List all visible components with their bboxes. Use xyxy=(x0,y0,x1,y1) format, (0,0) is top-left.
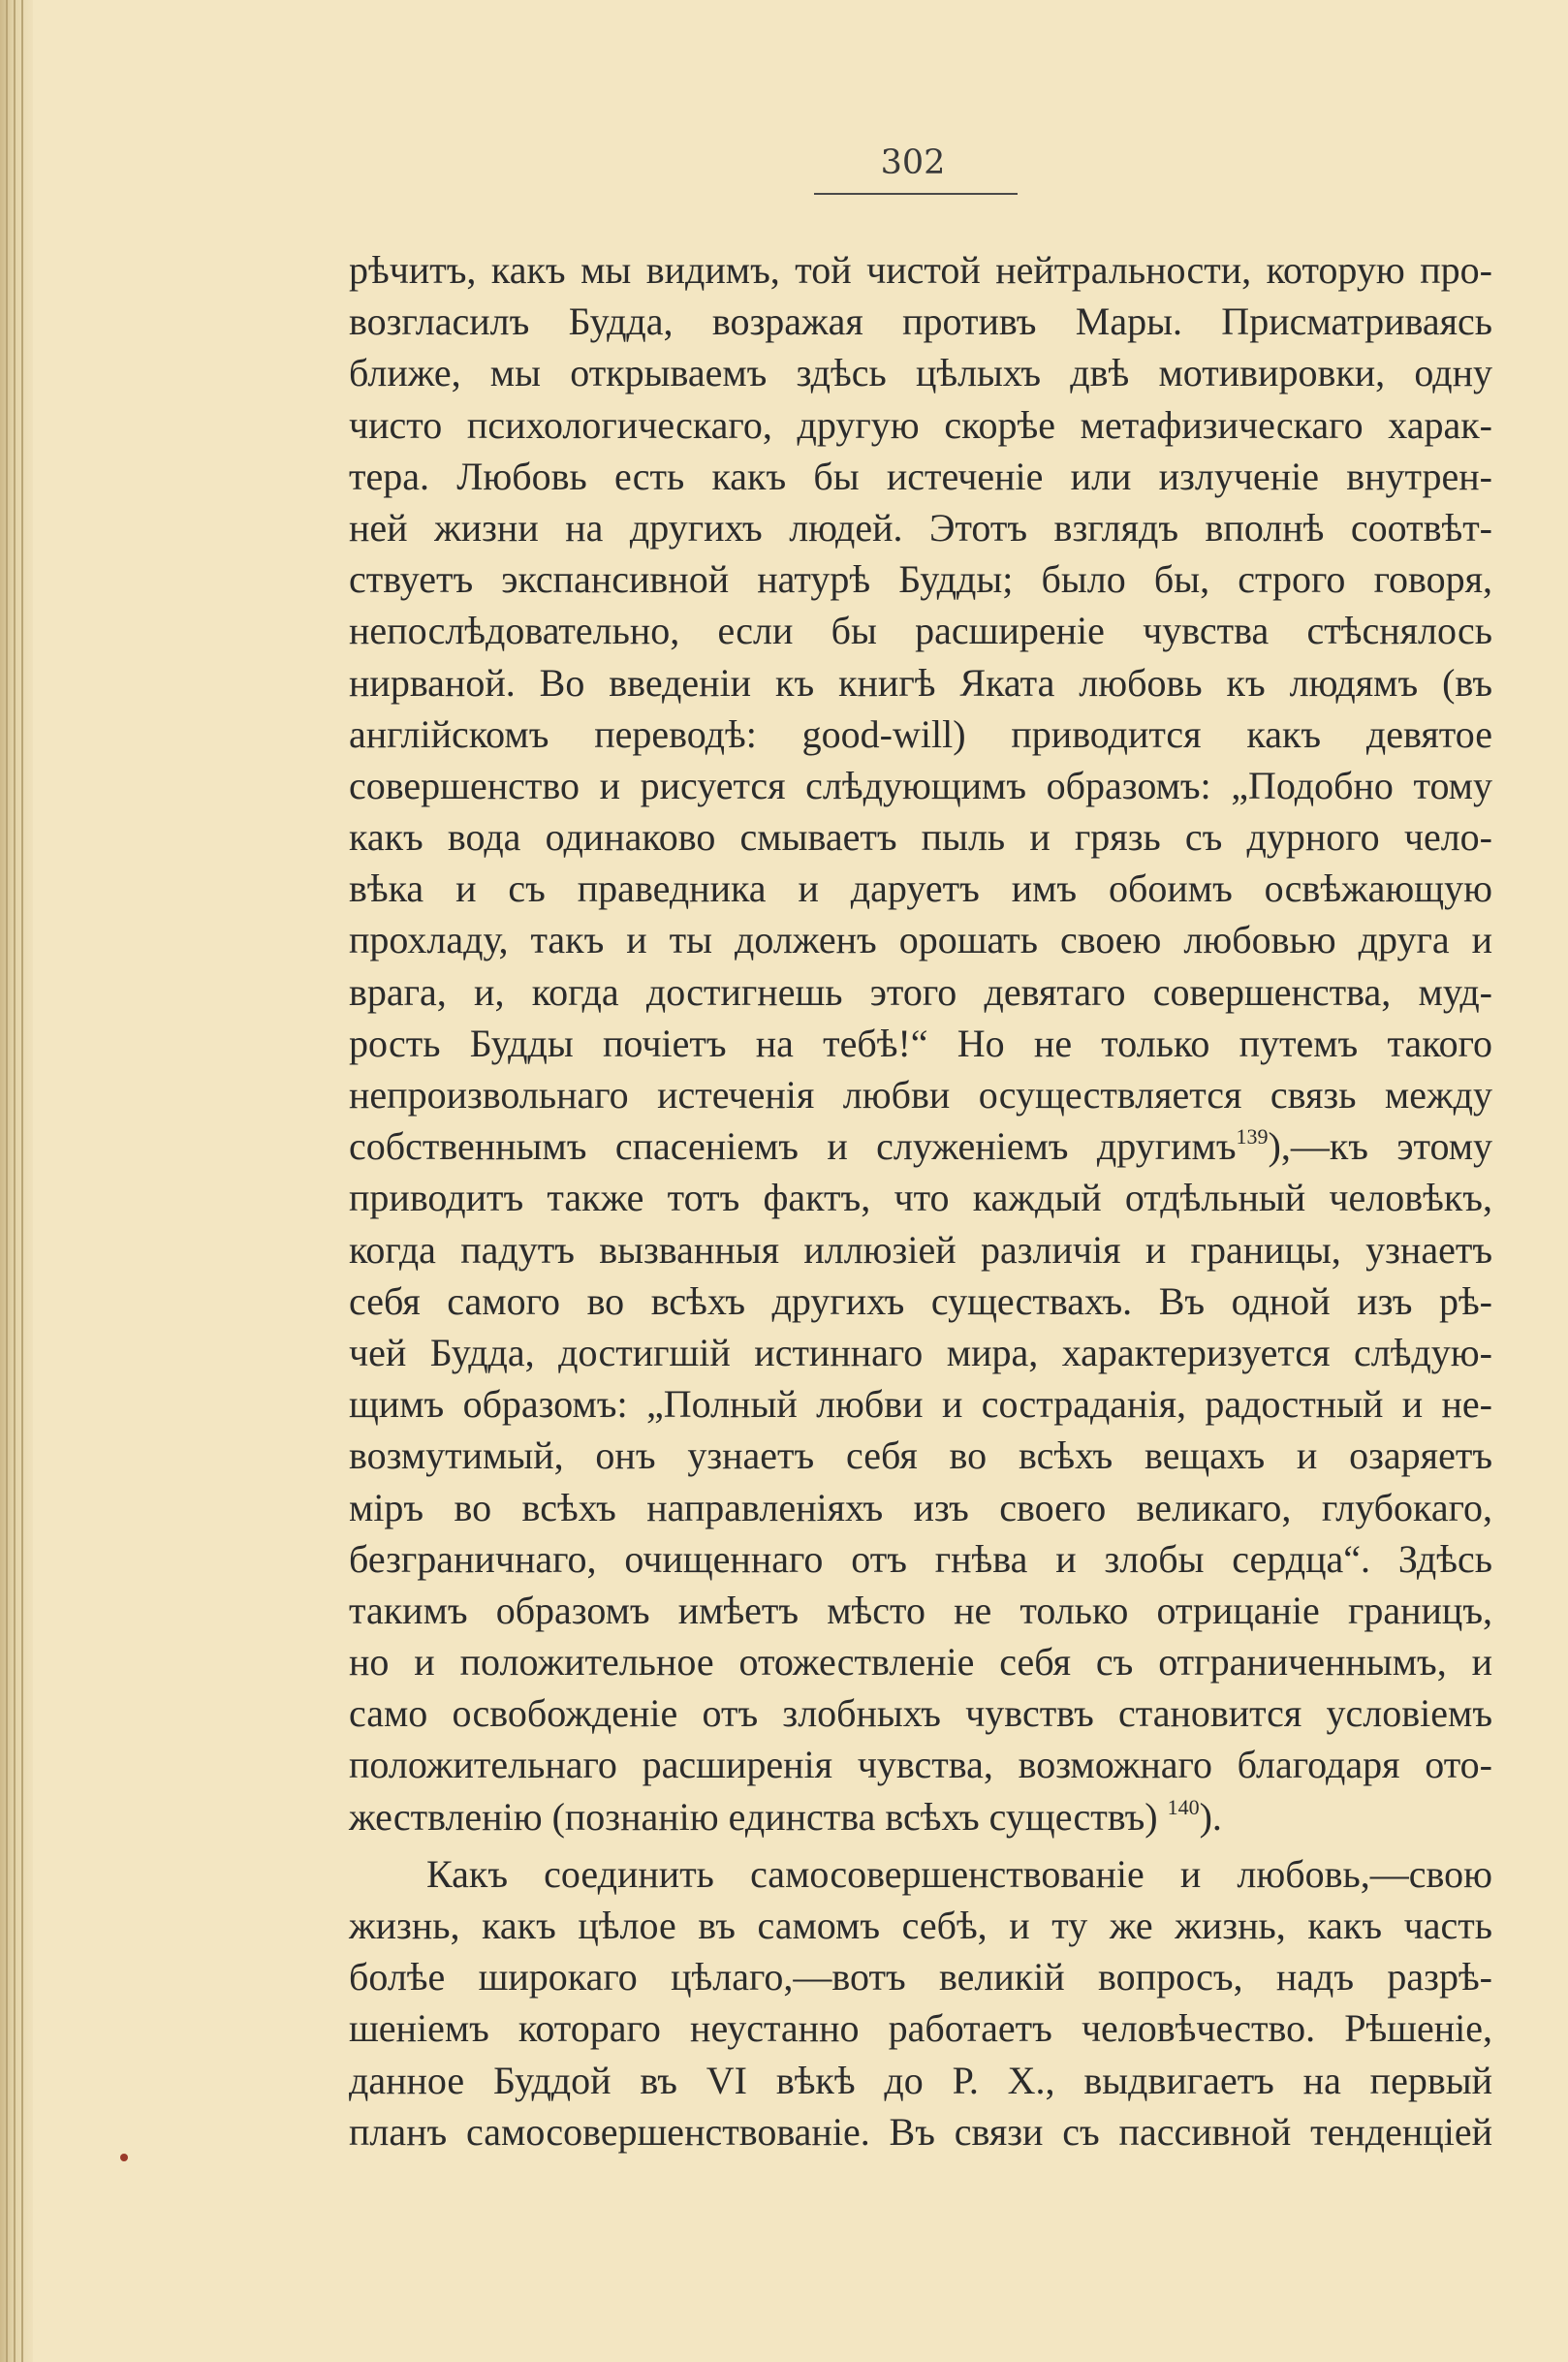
line-text: врага, и, когда достигнешь этого девятаго совершенства, муд- xyxy=(349,969,1492,1014)
footnote-ref: 139 xyxy=(1236,1124,1269,1150)
text-line xyxy=(349,1275,1492,1327)
line-text: когда падутъ вызванныя иллюзіей различія и границы, узнаетъ xyxy=(349,1227,1492,1272)
line-text: чисто психологическаго, другую скорѣе метафизическаго харак- xyxy=(349,402,1492,447)
line-text: но и положительное отожествленіе себя съ отграниченнымъ, и xyxy=(349,1640,1492,1685)
text-line xyxy=(349,914,1492,965)
text-line xyxy=(349,1069,1492,1120)
line-text: данное Буддой въ VI вѣкѣ до Р. Х., выдвигаетъ на первый xyxy=(349,2058,1492,2102)
text-line xyxy=(349,966,1492,1018)
line-text: болѣе широкаго цѣлаго,—вотъ великій вопросъ, надъ разрѣ- xyxy=(349,1955,1492,2000)
line-text-after-note: ),—къ этому xyxy=(1268,1124,1493,1169)
line-text: шеніемъ котораго неустанно работаетъ человѣчество. Рѣшеніе, xyxy=(349,2006,1492,2051)
line-text: возмутимый, онъ узнаетъ себя во всѣхъ вещахъ и озаряетъ xyxy=(349,1433,1492,1478)
line-text: жизнь, какъ цѣлое въ самомъ себѣ, и ту же жизнь, какъ часть xyxy=(349,1904,1492,1947)
text-line xyxy=(349,451,1492,502)
line-text: такимъ образомъ имѣетъ мѣсто не только отрицаніе границъ, xyxy=(349,1588,1492,1632)
line-text: ближе, мы открываемъ здѣсь цѣлыхъ двѣ мотивировки, одну xyxy=(349,351,1492,395)
text-line xyxy=(349,1172,1492,1223)
text-line xyxy=(349,1585,1492,1636)
text-line xyxy=(349,863,1492,914)
text-line xyxy=(349,1687,1492,1739)
line-text: ней жизни на другихъ людей. Этотъ взглядъ вполнѣ соотвѣт- xyxy=(349,505,1492,550)
binding-line xyxy=(21,0,23,2362)
text-line xyxy=(349,1482,1492,1533)
line-text: себя самого во всѣхъ другихъ существахъ. Въ одной изъ рѣ- xyxy=(349,1278,1492,1323)
text-line xyxy=(349,1378,1492,1430)
line-text: нирваной. Во введеніи къ книгѣ Яката любовь къ людямъ (въ xyxy=(349,660,1492,705)
text-line xyxy=(349,2055,1492,2106)
text-line xyxy=(349,1636,1492,1687)
line-text: непослѣдовательно, если бы расширеніе чувства стѣснялось xyxy=(349,609,1492,653)
line-text: чей Будда, достигшій истиннаго мира, характеризуется слѣдую- xyxy=(349,1330,1492,1374)
text-line xyxy=(349,1430,1492,1481)
line-text: положительнаго расширенія чувства, возможнаго благодаря ото- xyxy=(349,1743,1492,1787)
line-text: совершенство и рисуется слѣдующимъ образомъ: „Подобно тому xyxy=(349,763,1492,807)
line-text: вѣка и съ праведника и даруетъ имъ обоимъ освѣжающую xyxy=(349,866,1492,911)
binding-line xyxy=(14,0,16,2362)
line-text: безграничнаго, очищеннаго отъ гнѣва и злобы сердца“. Здѣсь xyxy=(349,1536,1492,1581)
binding-line xyxy=(6,0,8,2362)
ink-spot xyxy=(120,2154,128,2161)
line-text: само освобожденіе отъ злобныхъ чувствъ становится условіемъ xyxy=(349,1691,1492,1736)
line-text: англійскомъ переводѣ: good-will) приводится какъ девятое xyxy=(349,711,1492,756)
text-line xyxy=(349,347,1492,398)
line-text: Какъ соединить самосовершенствованіе и любовь,—свою xyxy=(426,1851,1492,1896)
text-line xyxy=(349,1120,1492,1172)
text-line xyxy=(349,657,1492,709)
text-line xyxy=(349,1848,1492,1900)
text-line xyxy=(349,553,1492,605)
line-text: рость Будды почіетъ на тебѣ!“ Но не только путемъ такого xyxy=(349,1021,1492,1065)
text-line xyxy=(349,502,1492,553)
text-line xyxy=(349,1224,1492,1275)
text-line xyxy=(349,1533,1492,1585)
line-text: какъ вода одинаково смываетъ пыль и грязь съ дурного чело- xyxy=(349,815,1492,860)
line-text: собственнымъ спасеніемъ и служеніемъ другимъ xyxy=(349,1124,1237,1169)
line-text: щимъ образомъ: „Полный любви и состраданія, радостный и не- xyxy=(349,1382,1492,1427)
text-line xyxy=(349,2002,1492,2054)
text-line xyxy=(349,1791,1492,1842)
footnote-ref: 140 xyxy=(1167,1794,1200,1819)
text-line xyxy=(349,605,1492,656)
line-text: прохладу, такъ и ты долженъ орошать своею любовью друга и xyxy=(349,918,1492,962)
line-text: тера. Любовь есть какъ бы истеченіе или излученіе внутрен- xyxy=(349,454,1492,498)
page-number: 302 xyxy=(880,143,946,182)
text-line xyxy=(349,399,1492,451)
text-line xyxy=(349,1327,1492,1378)
text-line xyxy=(349,1739,1492,1790)
line-text: міръ во всѣхъ направленіяхъ изъ своего великаго, глубокаго, xyxy=(349,1485,1492,1529)
line-text: жествленію (познанію единства всѣхъ существъ) xyxy=(349,1794,1168,1839)
line-text: приводитъ также тотъ фактъ, что каждый отдѣльный человѣкъ, xyxy=(349,1176,1492,1220)
line-text: планъ самосовершенствованіе. Въ связи съ пассивной тенденціей xyxy=(349,2109,1492,2154)
line-text: рѣчитъ, какъ мы видимъ, той чистой нейтральности, которую про- xyxy=(349,248,1492,292)
text-line xyxy=(349,811,1492,863)
line-text: непроизвольнаго истеченія любви осуществляется связь между xyxy=(349,1073,1492,1117)
text-line xyxy=(349,244,1492,296)
text-line xyxy=(349,1018,1492,1069)
text-line xyxy=(349,2106,1492,2157)
line-text: ствуетъ экспансивной натурѣ Будды; было бы, строго говоря, xyxy=(349,557,1492,602)
text-line xyxy=(349,760,1492,811)
text-line xyxy=(349,296,1492,347)
page-number-rule xyxy=(814,193,1018,195)
text-line xyxy=(349,709,1492,760)
line-text-after-note: ). xyxy=(1199,1794,1222,1839)
body-text xyxy=(349,244,1492,2157)
line-text: возгласилъ Будда, возражая противъ Мары. Присматриваясь xyxy=(349,299,1492,344)
text-line xyxy=(349,1900,1492,1951)
text-line xyxy=(349,1951,1492,2002)
